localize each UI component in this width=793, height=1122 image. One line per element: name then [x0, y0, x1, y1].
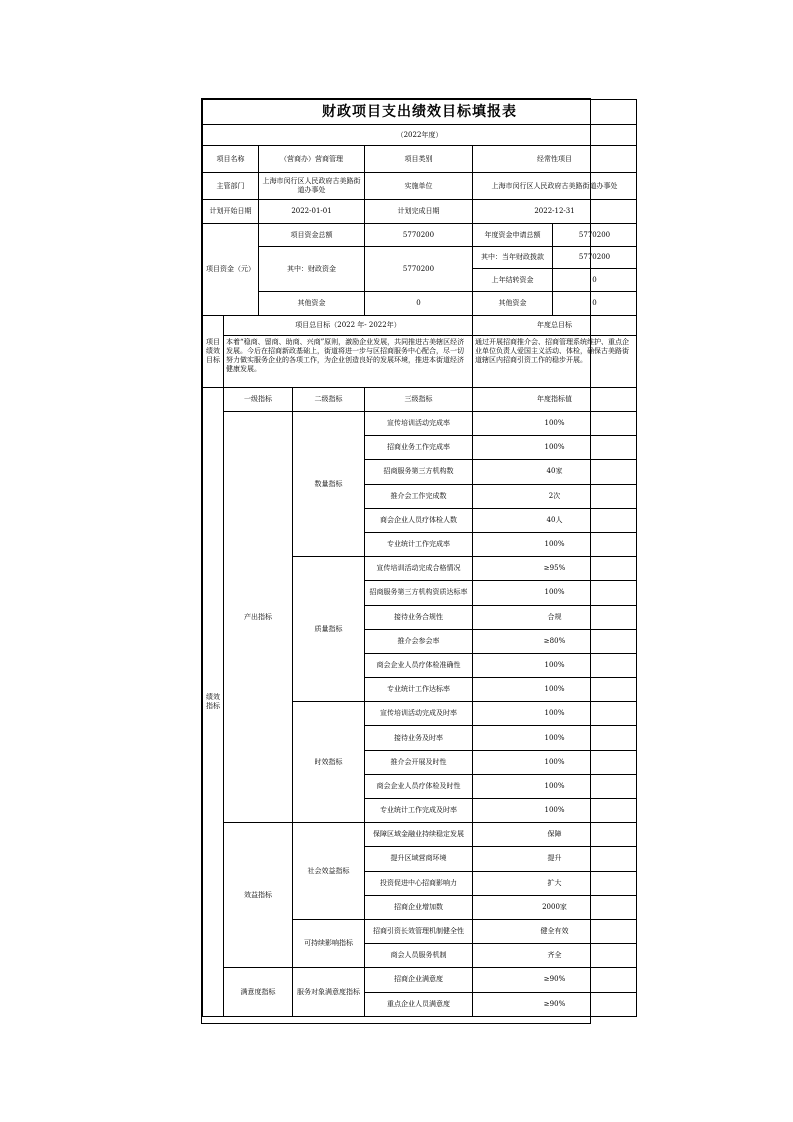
indicator-value: ≥80% [473, 629, 637, 653]
dept-label: 主管部门 [203, 173, 259, 200]
project-type-value: 经常性项目 [473, 146, 637, 173]
level1-satisfaction: 满意度指标 [224, 968, 293, 1016]
project-name-value: （营商办）营商管理 [259, 146, 365, 173]
indicator-name: 招商企业增加数 [365, 895, 473, 919]
annual-goal-header: 年度总目标 [473, 316, 637, 336]
start-date-label: 计划开始日期 [203, 200, 259, 224]
indicator-name: 专业统计工作完成率 [365, 532, 473, 556]
project-type-label: 项目类别 [365, 146, 473, 173]
indicator-name: 商会企业人员疗体检准确性 [365, 653, 473, 677]
level2-quantity: 数量指标 [293, 412, 365, 557]
end-date-label: 计划完成日期 [365, 200, 473, 224]
indicator-value: 扩大 [473, 871, 637, 895]
funds-carryover-label: 上年结转资金 [473, 269, 553, 292]
funds-other2-value: 0 [553, 292, 637, 316]
indicators-label: 绩效指标 [203, 388, 224, 1017]
indicator-row [203, 968, 637, 992]
level2-sustain: 可持续影响指标 [293, 919, 365, 967]
form-title: 财政项目支出绩效目标填报表 [203, 100, 637, 125]
annual-goal-text: 通过开展招商推介会、招商管理系统维护、重点企业单位负责人爱国主义活动、体检，确保古美路街道辖区内招商引资工作的稳步开展。 [473, 336, 637, 388]
indicator-name: 专业统计工作完成及时率 [365, 799, 473, 823]
indicator-value: 100% [473, 436, 637, 460]
indicator-name: 接待业务及时率 [365, 726, 473, 750]
impl-unit-value: 上海市闵行区人民政府古美路街道办事处 [473, 173, 637, 200]
indicator-value: 100% [473, 653, 637, 677]
funds-annual-value: 5770200 [553, 224, 637, 247]
indicator-name: 保障区域金融业持续稳定发展 [365, 823, 473, 847]
indicator-name: 投资促进中心招商影响力 [365, 871, 473, 895]
indicator-name: 商会企业人员疗体检人数 [365, 508, 473, 532]
indicator-value: 合规 [473, 605, 637, 629]
indicator-name: 宣传培训活动完成及时率 [365, 702, 473, 726]
start-date-value: 2022-01-01 [259, 200, 365, 224]
header-level3: 三级指标 [365, 388, 473, 412]
funds-carryover-value: 0 [553, 269, 637, 292]
level2-social: 社会效益指标 [293, 823, 365, 920]
indicator-value: 100% [473, 678, 637, 702]
form-table [202, 99, 637, 1017]
indicator-name: 提升区域营商环境 [365, 847, 473, 871]
funds-fiscal-value: 5770200 [365, 247, 473, 292]
indicator-value: 100% [473, 726, 637, 750]
indicator-name: 招商服务第三方机构数 [365, 460, 473, 484]
indicator-value: 100% [473, 581, 637, 605]
indicator-value: 100% [473, 412, 637, 436]
funds-total-value: 5770200 [365, 224, 473, 247]
indicator-name: 宣传培训活动完成合格情况 [365, 557, 473, 581]
project-name-label: 项目名称 [203, 146, 259, 173]
funds-annual-label: 年度资金申请总额 [473, 224, 553, 247]
funds-current-label: 其中：当年财政拨款 [473, 247, 553, 269]
level2-quality: 质量指标 [293, 557, 365, 702]
indicator-value: 100% [473, 774, 637, 798]
funds-total-label: 项目资金总额 [259, 224, 365, 247]
header-level1: 一级指标 [224, 388, 293, 412]
indicator-value: ≥90% [473, 968, 637, 992]
indicator-value: 40人 [473, 508, 637, 532]
funds-other2-label: 其他资金 [473, 292, 553, 316]
overall-goal-text: 本着“稳商、留商、助商、兴商”原则，激励企业发展，共同推进古美辖区经济发展。今后在招商新政基础上，街道将进一步与区招商服务中心配合，尽一切努力做实服务企业的各项工作，为企业创造良好的发展环境，推进本街道经济健康发展。 [224, 336, 473, 388]
indicator-value: 2次 [473, 484, 637, 508]
indicator-value: 100% [473, 750, 637, 774]
indicator-value: 齐全 [473, 944, 637, 968]
header-value: 年度指标值 [473, 388, 637, 412]
funds-fiscal-label: 其中：财政资金 [259, 247, 365, 292]
indicator-name: 推介会开展及时性 [365, 750, 473, 774]
indicator-name: 宣传培训活动完成率 [365, 412, 473, 436]
indicator-name: 招商引资长效管理机制健全性 [365, 919, 473, 943]
dept-value: 上海市闵行区人民政府古美路街道办事处 [259, 173, 365, 200]
indicator-name: 接待业务合规性 [365, 605, 473, 629]
indicator-row [203, 412, 637, 436]
performance-target-form [201, 98, 629, 1024]
funds-label: 项目资金（元） [203, 224, 259, 316]
level1-benefit: 效益指标 [224, 823, 293, 968]
indicator-name: 专业统计工作达标率 [365, 678, 473, 702]
level2-timeliness: 时效指标 [293, 702, 365, 823]
level1-output: 产出指标 [224, 412, 293, 823]
header-level2: 二级指标 [293, 388, 365, 412]
indicator-value: 2000家 [473, 895, 637, 919]
overall-goal-header: 项目总目标（2022 年- 2022年） [224, 316, 473, 336]
funds-other-value: 0 [365, 292, 473, 316]
indicator-name: 商会企业人员疗体检及时性 [365, 774, 473, 798]
form-year: （2022年度） [203, 125, 637, 146]
indicator-row [203, 823, 637, 847]
indicator-name: 招商企业满意度 [365, 968, 473, 992]
indicator-value: 100% [473, 532, 637, 556]
indicator-value: 100% [473, 799, 637, 823]
impl-unit-label: 实施单位 [365, 173, 473, 200]
indicator-value: 40家 [473, 460, 637, 484]
indicator-value: ≥95% [473, 557, 637, 581]
funds-other-label: 其他资金 [259, 292, 365, 316]
end-date-value: 2022-12-31 [473, 200, 637, 224]
goals-label: 项目绩效目标 [203, 316, 224, 388]
indicator-name: 招商服务第三方机构资质达标率 [365, 581, 473, 605]
indicator-name: 推介会参会率 [365, 629, 473, 653]
level2-service: 服务对象满意度指标 [293, 968, 365, 1016]
indicator-value: ≥90% [473, 992, 637, 1016]
indicator-value: 保障 [473, 823, 637, 847]
indicator-value: 健全有效 [473, 919, 637, 943]
indicator-value: 提升 [473, 847, 637, 871]
indicator-name: 推介会工作完成数 [365, 484, 473, 508]
indicator-name: 重点企业人员满意度 [365, 992, 473, 1016]
indicator-value: 100% [473, 702, 637, 726]
funds-current-value: 5770200 [553, 247, 637, 269]
indicator-name: 招商业务工作完成率 [365, 436, 473, 460]
indicator-name: 商会人员服务机制 [365, 944, 473, 968]
